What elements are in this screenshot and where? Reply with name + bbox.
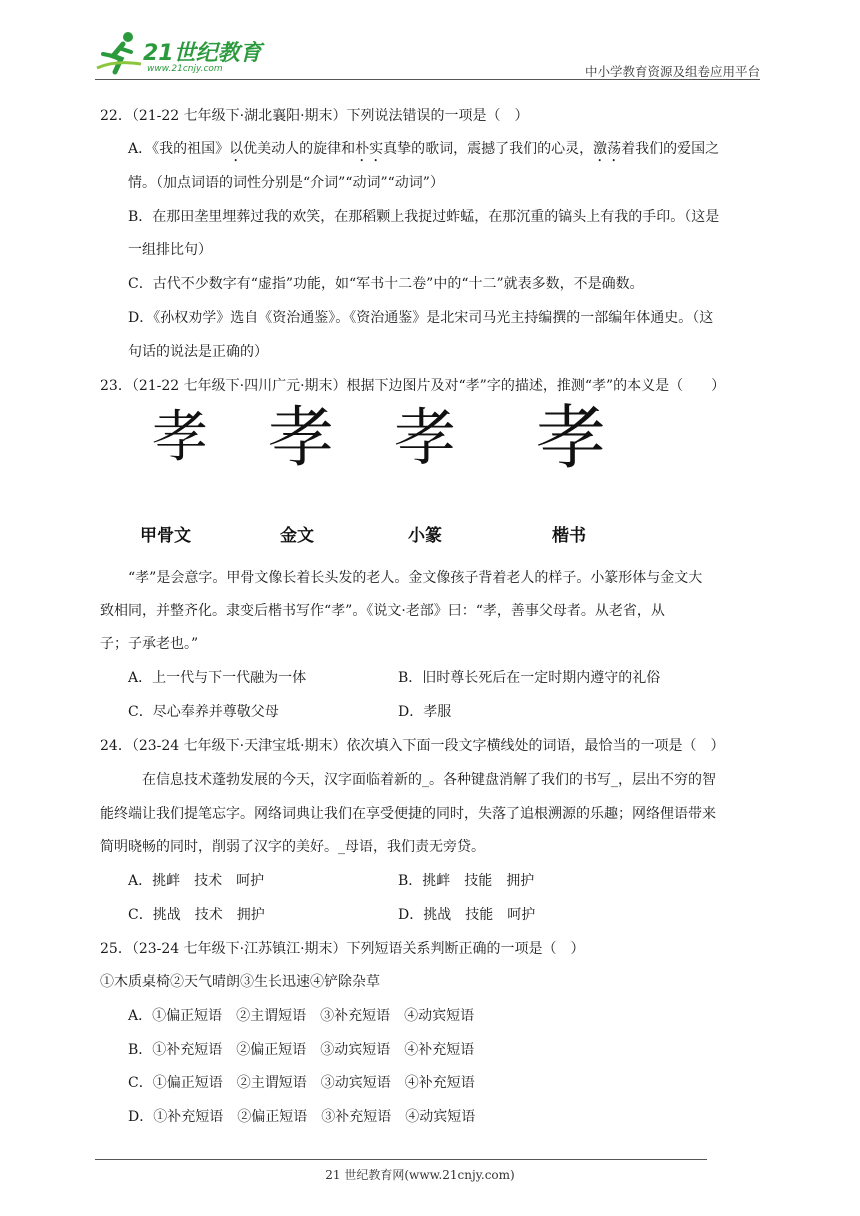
page-header xyxy=(95,30,760,80)
q22-option-b-line1: B．在那田垄里埋葬过我的欢笑，在那稻颗上我捉过蚱蜢，在那沉重的镐头上有我的手印。（这是 xyxy=(128,209,720,225)
q24-option-a: A．挑衅 技术 呵护 xyxy=(128,873,265,889)
q22-option-c: C．古代不少数字有“虚指”功能，如“军书十二卷”中的“十二”就表多数，不是确数。 xyxy=(128,276,644,292)
q23-desc-line1: “孝”是会意字。甲骨文像长着长头发的老人。金文像孩子背着老人的样子。小篆形体与金文大 xyxy=(128,570,703,586)
q22-option-b-line2: 一组排比句） xyxy=(128,242,212,258)
q22-option-d-line2: 句话的说法是正确的） xyxy=(128,344,268,360)
small-seal-glyph: 孝 xyxy=(394,401,457,474)
q22-option-a-line2: 情。（加点词语的词性分别是“介词”“动词”“动词”） xyxy=(128,175,444,191)
bronze-glyph: 孝 xyxy=(268,399,334,476)
q25-option-a: A．①偏正短语 ②主谓短语 ③补充短语 ④动宾短语 xyxy=(128,1008,475,1024)
q24-option-d: D．挑战 技能 呵护 xyxy=(398,907,536,923)
xiao-character-evolution-image xyxy=(140,393,610,553)
q24-stem: 24．（23-24 七年级下·天津宝坻·期末）依次填入下面一段文字横线处的词语，最恰当的一项是（ ） xyxy=(100,738,725,754)
q24-passage-line1: 在信息技术蓬勃发展的今天，汉字面临着新的_。各种键盘消解了我们的书写_，层出不穷的智 xyxy=(142,772,716,788)
q22-a-dotted-word: 朴实 xyxy=(355,141,384,157)
oracle-bone-label: 甲骨文 xyxy=(140,526,191,546)
q25-items: ①木质桌椅②天气晴朗③生长迅速④铲除杂草 xyxy=(100,974,380,990)
logo-url: www.21cnjy.com xyxy=(147,64,223,74)
q23-option-b: B．旧时尊长死后在一定时期内遵守的礼俗 xyxy=(398,670,661,686)
runner-logo-icon xyxy=(95,30,143,76)
q22-option-a-line1 xyxy=(128,139,719,165)
q25-option-c: C．①偏正短语 ②主谓短语 ③动宾短语 ④补充短语 xyxy=(128,1075,475,1091)
q24-option-b: B．挑衅 技能 拥护 xyxy=(398,873,535,889)
q22-a-dotted-word: 以 xyxy=(229,141,244,157)
q22-a-text: 真挚的歌词，震撼了我们的心灵， xyxy=(383,141,594,157)
q25-option-d: D．①补充短语 ②偏正短语 ③补充短语 ④动宾短语 xyxy=(128,1109,476,1125)
q22-a-text: 着我们的爱国之 xyxy=(621,141,720,157)
regular-script-label: 楷书 xyxy=(552,526,586,546)
q22-a-text: 优美动人的旋律和 xyxy=(243,141,356,157)
q23-stem: 23．（21-22 七年级下·四川广元·期末）根据下边图片及对“孝”字的描述，推测“孝”的本义是（ ） xyxy=(100,378,726,394)
q23-option-d: D．孝服 xyxy=(398,704,452,720)
q22-a-dotted-word: 激荡 xyxy=(593,141,622,157)
q23-option-c: C．尽心奉养并尊敬父母 xyxy=(128,704,279,720)
q24-passage-line2: 能终端让我们提笔忘字。网络词典让我们在享受便捷的同时，失落了追根溯源的乐趣；网络俚语带来 xyxy=(100,806,716,822)
page-footer xyxy=(0,1166,860,1183)
q22-stem: 22．（21-22 七年级下·湖北襄阳·期末）下列说法错误的一项是（ ） xyxy=(100,108,529,124)
q23-desc-line3: 子；子承老也。” xyxy=(100,636,199,652)
footer-link[interactable]: 21 世纪教育网(www.21cnjy.com) xyxy=(325,1168,515,1182)
site-logo[interactable] xyxy=(95,30,265,78)
q24-passage-line3: 简明晓畅的同时，削弱了汉字的美好。_母语，我们责无旁贷。 xyxy=(100,839,485,855)
q22-a-text: A．《我的祖国》 xyxy=(128,141,230,157)
header-divider xyxy=(95,79,760,80)
q23-option-a: A．上一代与下一代融为一体 xyxy=(128,670,307,686)
q24-option-c: C．挑战 技术 拥护 xyxy=(128,907,265,923)
q25-option-b: B．①补充短语 ②偏正短语 ③动宾短语 ④补充短语 xyxy=(128,1042,475,1058)
platform-name: 中小学教育资源及组卷应用平台 xyxy=(584,64,760,79)
small-seal-label: 小篆 xyxy=(408,526,442,546)
logo-text: 21世纪教育 xyxy=(143,41,262,66)
q25-stem: 25．（23-24 七年级下·江苏镇江·期末）下列短语关系判断正确的一项是（ ） xyxy=(100,941,585,957)
footer-divider xyxy=(95,1159,707,1160)
regular-script-glyph: 孝 xyxy=(536,397,606,479)
bronze-label: 金文 xyxy=(280,526,314,546)
q22-option-d-line1: D．《孙权劝学》选自《资治通鉴》。《资治通鉴》是北宋司马光主持编撰的一部编年体通史。（这 xyxy=(128,310,714,326)
oracle-bone-glyph: 孝 xyxy=(152,405,208,470)
q23-desc-line2: 致相同，并整齐化。隶变后楷书写作“孝”。《说文·老部》曰：“孝，善事父母者。从老省，从 xyxy=(100,603,665,619)
